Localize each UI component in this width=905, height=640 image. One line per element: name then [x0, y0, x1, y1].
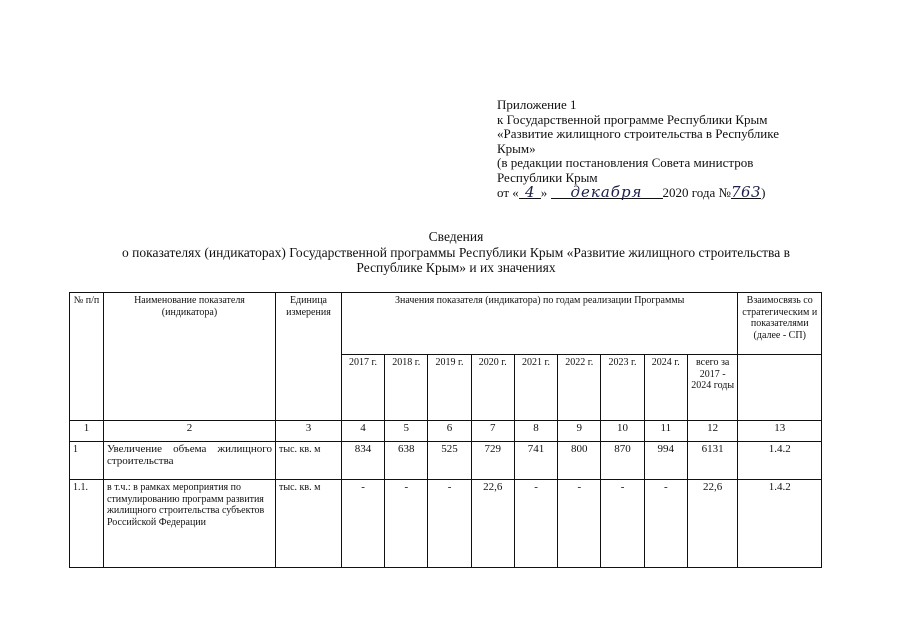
header-year: 2017 г.: [341, 355, 384, 421]
col-number: 3: [276, 421, 342, 442]
row-value: 729: [471, 442, 514, 480]
col-number: 6: [428, 421, 471, 442]
header-link: Взаимосвязь со стратегическим и показателями (далее - СП): [738, 293, 822, 355]
col-number: 4: [341, 421, 384, 442]
header-year: 2020 г.: [471, 355, 514, 421]
col-number: 5: [385, 421, 428, 442]
row-value: 800: [558, 442, 601, 480]
table-row: [70, 480, 822, 568]
indicators-table: [69, 292, 822, 568]
header-year: 2023 г.: [601, 355, 644, 421]
row-value: 994: [644, 442, 687, 480]
row-value: 870: [601, 442, 644, 480]
row-value: 22,6: [471, 480, 514, 568]
col-number: 1: [70, 421, 104, 442]
row-value: -: [385, 480, 428, 568]
row-link: 1.4.2: [738, 442, 822, 480]
appendix-line: Приложение 1: [497, 97, 577, 112]
year-text: 2020 года №: [662, 184, 731, 200]
header-name: Наименование показателя (индикатора): [103, 293, 275, 421]
row-value: 741: [514, 442, 557, 480]
row-value: -: [428, 480, 471, 568]
handwritten-number: 763: [730, 182, 762, 201]
row-value: -: [558, 480, 601, 568]
col-number: 8: [514, 421, 557, 442]
row-unit: тыс. кв. м: [276, 480, 342, 568]
row-total: 6131: [687, 442, 738, 480]
appendix-header: [497, 98, 827, 200]
appendix-date-line: [497, 182, 827, 201]
paren-close: ): [761, 184, 766, 200]
row-unit: тыс. кв. м: [276, 442, 342, 480]
col-number: 12: [687, 421, 738, 442]
row-value: -: [601, 480, 644, 568]
col-number: 13: [738, 421, 822, 442]
header-unit: Единица измерения: [276, 293, 342, 421]
quote-close: »: [540, 184, 548, 200]
header-total: всего за 2017 - 2024 годы: [687, 355, 738, 421]
row-value: -: [341, 480, 384, 568]
header-num: № п/п: [70, 293, 104, 421]
handwritten-day: 4: [519, 186, 541, 199]
from-label: от «: [497, 184, 519, 200]
header-year: 2024 г.: [644, 355, 687, 421]
column-number-row: [70, 421, 822, 442]
col-number: 2: [103, 421, 275, 442]
title-line-3: Республике Крым» и их значениях: [356, 260, 556, 275]
header-year: 2021 г.: [514, 355, 557, 421]
appendix-line: Республики Крым: [497, 169, 598, 185]
header-year: 2019 г.: [428, 355, 471, 421]
col-number: 10: [601, 421, 644, 442]
title-line-2: о показателях (индикаторах) Государственной программы Республики Крым «Развитие жилищного строительства в: [122, 244, 790, 260]
row-value: -: [644, 480, 687, 568]
header-values: Значения показателя (индикатора) по годам реализации Программы: [341, 293, 738, 355]
col-number: 9: [558, 421, 601, 442]
col-number: 11: [644, 421, 687, 442]
appendix-line: «Развитие жилищного строительства в Республике: [497, 126, 779, 142]
row-value: -: [514, 480, 557, 568]
row-name: в т.ч.: в рамках мероприятия по стимулированию программ развития жилищного строительства субъектов Российской Федерации: [103, 480, 275, 568]
col-number: 7: [471, 421, 514, 442]
row-value: 834: [341, 442, 384, 480]
header-year: 2018 г.: [385, 355, 428, 421]
row-num: 1.1.: [70, 480, 104, 568]
handwritten-month: декабря: [551, 186, 663, 199]
appendix-line: к Государственной программе Республики Крым: [497, 111, 768, 127]
row-link: 1.4.2: [738, 480, 822, 568]
row-name: Увеличение объема жилищного строительства: [103, 442, 275, 480]
row-num: 1: [70, 442, 104, 480]
row-value: 638: [385, 442, 428, 480]
title-line-1: Сведения: [428, 229, 484, 244]
row-value: 525: [428, 442, 471, 480]
table-row: [70, 442, 822, 480]
header-link-empty: [738, 355, 822, 421]
document-title: [96, 229, 816, 276]
appendix-line: Крым»: [497, 140, 536, 156]
header-year: 2022 г.: [558, 355, 601, 421]
row-total: 22,6: [687, 480, 738, 568]
appendix-line: (в редакции постановления Совета министров: [497, 155, 754, 171]
